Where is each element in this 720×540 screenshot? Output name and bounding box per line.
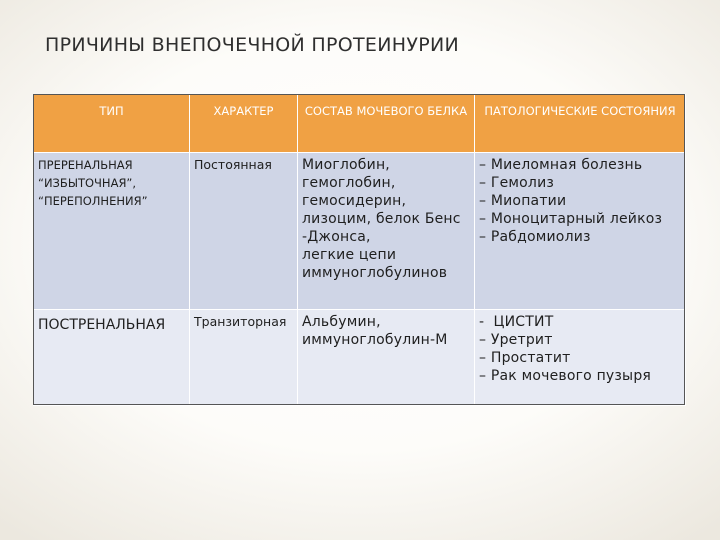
type-line: ПРЕРЕНАЛЬНАЯ (38, 158, 133, 172)
cell-character (190, 310, 298, 406)
cell-type (34, 310, 190, 406)
table-row (34, 310, 686, 406)
protein-line: гемосидерин, (302, 193, 407, 209)
header-character: ХАРАКТЕР (190, 95, 298, 153)
table-header-row (34, 95, 686, 153)
condition-line: – Рак мочевого пузыря (479, 368, 652, 384)
condition-line: – Миеломная болезнь (479, 157, 643, 173)
cell-conditions (475, 310, 686, 406)
slide-title: ПРИЧИНЫ ВНЕПОЧЕЧНОЙ ПРОТЕИНУРИИ (45, 34, 459, 56)
protein-line: Альбумин, (302, 314, 381, 330)
character-text: Постоянная (194, 157, 272, 172)
condition-line: – Гемолиз (479, 175, 555, 191)
character-text: Транзиторная (194, 314, 287, 329)
causes-table (33, 94, 686, 406)
type-line: ПОСТРЕНАЛЬНАЯ (38, 317, 166, 333)
protein-line: Миоглобин, (302, 157, 390, 173)
protein-line: легкие цепи (302, 247, 397, 263)
protein-line: -Джонса, (302, 229, 371, 245)
cell-conditions (475, 153, 686, 310)
header-protein: СОСТАВ МОЧЕВОГО БЕЛКА (298, 95, 475, 153)
condition-line: - ЦИСТИТ (479, 314, 554, 330)
type-line: “ПЕРЕПОЛНЕНИЯ” (38, 194, 148, 208)
type-line: “ИЗБЫТОЧНАЯ”, (38, 176, 137, 190)
cell-character (190, 153, 298, 310)
condition-line: – Простатит (479, 350, 571, 366)
condition-line: – Рабдомиолиз (479, 229, 591, 245)
header-type: ТИП (34, 95, 190, 153)
protein-line: гемоглобин, (302, 175, 396, 191)
cell-protein (298, 153, 475, 310)
cell-type (34, 153, 190, 310)
cell-protein (298, 310, 475, 406)
condition-line: – Моноцитарный лейкоз (479, 211, 663, 227)
protein-line: иммуноглобулин-М (302, 332, 448, 348)
condition-line: – Уретрит (479, 332, 553, 348)
header-conditions: ПАТОЛОГИЧЕСКИЕ СОСТОЯНИЯ (475, 95, 686, 153)
protein-line: лизоцим, белок Бенс (302, 211, 461, 227)
table-row (34, 153, 686, 310)
protein-line: иммуноглобулинов (302, 265, 448, 281)
condition-line: – Миопатии (479, 193, 567, 209)
